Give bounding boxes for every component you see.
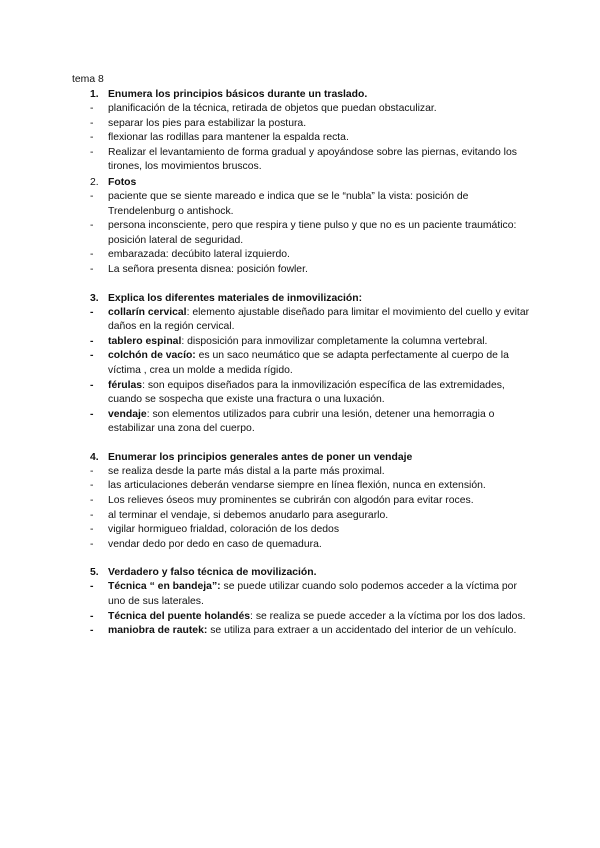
- list-item: [90, 306, 530, 335]
- bullet-dash-icon: -: [90, 249, 94, 261]
- section-title: Enumera los principios básicos durante un traslado.: [108, 89, 368, 100]
- list-item-text: flexionar las rodillas para mantener la espalda recta.: [108, 132, 349, 144]
- list-item-text: [108, 335, 530, 350]
- section-number: 4.: [90, 451, 99, 463]
- list-item: [90, 523, 530, 538]
- section-heading: [90, 175, 530, 190]
- list-item-text: [108, 349, 530, 378]
- section-4: [90, 450, 530, 553]
- section-5: [90, 565, 530, 638]
- term-description: se puede utilizar cuando solo podemos acceder a la víctima por uno de sus laterales.: [108, 581, 517, 608]
- bullet-dash-icon: -: [90, 625, 94, 637]
- bullet-dash-icon: -: [90, 581, 94, 593]
- list-item-text: [108, 624, 530, 639]
- bullet-dash-icon: -: [90, 146, 94, 158]
- list-item-text: [108, 379, 530, 408]
- section-number: 5.: [90, 567, 99, 579]
- list-item-text: al terminar el vendaje, si debemos anudarlo para asegurarlo.: [108, 509, 389, 521]
- list-item: [90, 580, 530, 609]
- list-item-text: [108, 306, 530, 335]
- bullet-dash-icon: -: [90, 379, 94, 391]
- term-label: maniobra de rautek:: [108, 625, 208, 637]
- list-item-text: embarazada: decúbito lateral izquierdo.: [108, 249, 290, 261]
- section-title: Enumerar los principios generales antes de poner un vendaje: [108, 451, 413, 463]
- list-item: [90, 248, 530, 263]
- bullet-dash-icon: -: [90, 610, 94, 622]
- list-item: [90, 131, 530, 146]
- term-label: Técnica “ en bandeja”:: [108, 581, 221, 593]
- term-label: Técnica del puente holandés: [108, 610, 251, 622]
- list-item-text: [108, 580, 530, 609]
- list-item: [90, 349, 530, 378]
- term-description: : elemento ajustable diseñado para limitar el movimiento del cuello y evitar daños en la región cervical.: [108, 306, 530, 333]
- list-item: [90, 479, 530, 494]
- section-heading: [90, 565, 530, 580]
- list-item-text: La señora presenta disnea: posición fowler.: [108, 263, 308, 275]
- bullet-dash-icon: -: [90, 350, 94, 362]
- bullet-dash-icon: -: [90, 117, 94, 129]
- list-item: [90, 408, 530, 437]
- bullet-dash-icon: -: [90, 132, 94, 144]
- list-item-text: vendar dedo por dedo en caso de quemadura.: [108, 538, 322, 550]
- list-item: [90, 190, 530, 219]
- topic-label: tema 8: [72, 74, 104, 85]
- list-item-text: las articulaciones deberán vendarse siempre en línea flexión, nunca en extensión.: [108, 480, 486, 492]
- section-title: Verdadero y falso técnica de movilización.: [108, 567, 317, 579]
- section-1: [90, 87, 530, 175]
- term-label: férulas: [108, 379, 143, 391]
- term-description: : se realiza se puede acceder a la víctima por los dos lados.: [250, 610, 526, 622]
- list-item: [90, 219, 530, 248]
- term-description: : son elementos utilizados para cubrir una lesión, detener una hemorragia o estabilizar una zona del cuerpo.: [108, 408, 495, 435]
- bullet-dash-icon: -: [90, 220, 94, 232]
- term-description: : disposición para inmovilizar completamente la columna vertebral.: [181, 335, 488, 347]
- list-item: [90, 263, 530, 278]
- list-item: [90, 538, 530, 553]
- section-title: Explica los diferentes materiales de inmovilización:: [108, 292, 363, 304]
- section-heading: [90, 450, 530, 465]
- list-item-text: planificación de la técnica, retirada de objetos que puedan obstaculizar.: [108, 103, 437, 114]
- bullet-dash-icon: -: [90, 480, 94, 492]
- section-number: 2.: [90, 176, 99, 188]
- list-item: [90, 146, 530, 175]
- list-item-text: separar los pies para estabilizar la postura.: [108, 117, 307, 129]
- bullet-dash-icon: -: [90, 465, 94, 477]
- bullet-dash-icon: -: [90, 538, 94, 550]
- bullet-dash-icon: -: [90, 408, 94, 420]
- list-item-text: [108, 408, 530, 437]
- list-item-text: paciente que se siente mareado e indica que se le “nubla” la vista: posición de Trendelenburg o antishock.: [108, 190, 469, 217]
- list-item: [90, 102, 530, 117]
- bullet-dash-icon: -: [90, 103, 94, 114]
- list-item-text: vigilar hormigueo frialdad, coloración de los dedos: [108, 524, 340, 536]
- section-heading: [90, 87, 530, 102]
- section-heading: [90, 291, 530, 306]
- section-3: [90, 291, 530, 437]
- list-item-text: Los relieves óseos muy prominentes se cubrirán con algodón para evitar roces.: [108, 495, 474, 507]
- bullet-dash-icon: -: [90, 495, 94, 507]
- section-number: 3.: [90, 292, 99, 304]
- term-description: es un saco neumático que se adapta perfectamente al cuerpo de la víctima , crea un molde a medida rígido.: [108, 350, 509, 376]
- bullet-dash-icon: -: [90, 335, 94, 347]
- term-label: tablero espinal: [108, 335, 182, 347]
- list-item: [90, 117, 530, 132]
- list-item-text: persona inconsciente, pero que respira y tiene pulso y que no es un paciente traumático: posición lateral de seguridad.: [108, 220, 517, 246]
- list-item-text: Realizar el levantamiento de forma gradual y apoyándose sobre las piernas, evitando los tirones, los movimientos bruscos.: [108, 146, 517, 173]
- bullet-dash-icon: -: [90, 509, 94, 521]
- term-description: se utiliza para extraer a un accidentado del interior de un vehículo.: [207, 625, 517, 637]
- list-item: [90, 465, 530, 480]
- list-item: [90, 509, 530, 524]
- bullet-dash-icon: -: [90, 524, 94, 536]
- list-item: [90, 610, 530, 625]
- document-body: [90, 87, 530, 639]
- section-title: Fotos: [108, 176, 137, 188]
- section-number: 1.: [90, 89, 99, 100]
- list-item-text: se realiza desde la parte más distal a la parte más proximal.: [108, 465, 385, 477]
- list-item: [90, 494, 530, 509]
- bullet-dash-icon: -: [90, 306, 94, 318]
- term-description: : son equipos diseñados para la inmovilización específica de las extremidades, cuando se sospecha que existe una fractura o una luxación.: [108, 379, 505, 406]
- list-item: [90, 335, 530, 350]
- term-label: vendaje: [108, 408, 147, 420]
- list-item: [90, 379, 530, 408]
- term-label: colchón de vacío:: [108, 350, 196, 362]
- list-item-text: [108, 610, 530, 625]
- list-item: [90, 624, 530, 639]
- bullet-dash-icon: -: [90, 190, 94, 202]
- bullet-dash-icon: -: [90, 263, 94, 275]
- section-2: [90, 175, 530, 278]
- term-label: collarín cervical: [108, 306, 187, 318]
